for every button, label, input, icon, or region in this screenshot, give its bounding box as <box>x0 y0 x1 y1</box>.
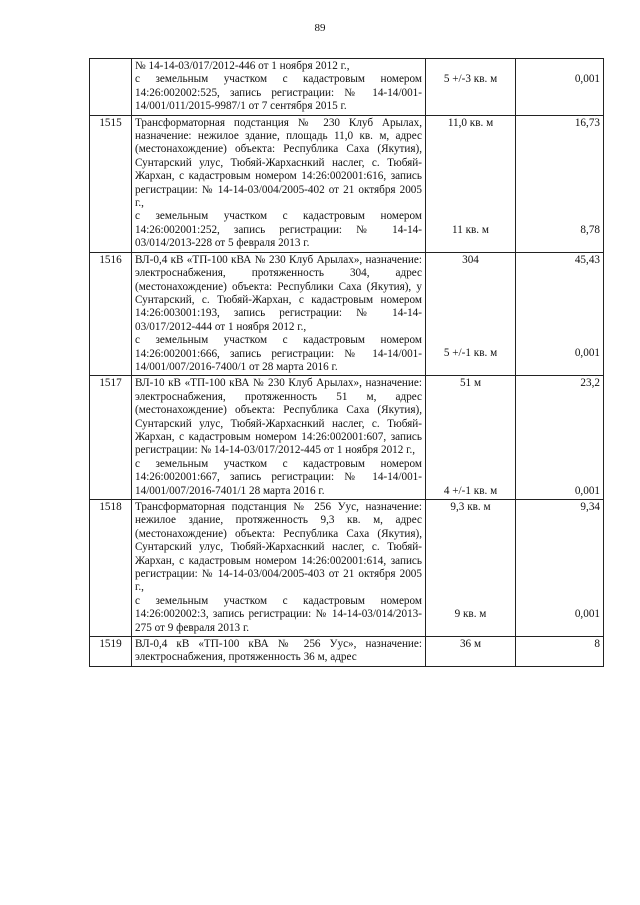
area-main: 36 м <box>459 638 482 651</box>
description-land-plot: с земельным участком с кадастровым номером 14:26:002001:667, запись регистрации: № 14-14/001-14/001/007/2016-7401/1 28 марта 2016 г. <box>135 457 422 497</box>
value-land-plot: 0,001 <box>574 608 600 621</box>
description-land-plot: с земельным участком с кадастровым номером 14:26:002002:3, запись регистрации: № 14-14-03/014/2013-275 от 9 февраля 2013 г. <box>135 594 422 634</box>
table-row <box>90 115 604 252</box>
property-description <box>132 637 426 667</box>
property-description <box>132 500 426 637</box>
property-description <box>132 115 426 252</box>
value-land-plot: 8,78 <box>580 223 600 236</box>
area-land-plot: 5 +/-3 кв. м <box>443 73 498 86</box>
table-row <box>90 376 604 500</box>
area-main: 11,0 кв. м <box>447 116 494 129</box>
value-main: 8 <box>594 638 600 651</box>
value-main: 16,73 <box>574 116 600 129</box>
value-main: 23,2 <box>580 377 600 390</box>
property-area <box>426 500 516 637</box>
property-description <box>132 376 426 500</box>
area-land-plot: 4 +/-1 кв. м <box>443 484 498 497</box>
table-row <box>90 59 604 116</box>
row-number: 1519 <box>90 637 132 667</box>
description-main: ВЛ-0,4 кВ «ТП-100 кВА № 256 Уус», назначение: электроснабжения, протяженность 36 м, адрес <box>135 638 422 664</box>
area-land-plot: 9 кв. м <box>454 608 487 621</box>
property-value <box>516 59 604 116</box>
table-row <box>90 252 604 376</box>
property-value <box>516 115 604 252</box>
table-row <box>90 500 604 637</box>
description-main: № 14-14-03/017/2012-446 от 1 ноября 2012 г., <box>135 60 350 72</box>
table-row <box>90 637 604 667</box>
property-area <box>426 252 516 376</box>
area-land-plot: 5 +/-1 кв. м <box>443 347 498 360</box>
property-description <box>132 59 426 116</box>
value-main: 45,43 <box>574 253 600 266</box>
property-value <box>516 500 604 637</box>
property-area <box>426 637 516 667</box>
property-value <box>516 376 604 500</box>
property-description <box>132 252 426 376</box>
description-main: ВЛ-0,4 кВ «ТП-100 кВА № 230 Клуб Арылах», назначение: электроснабжения, протяженность 304, адрес (местонахождение) объекта: Республики Саха (Якутия), у Сунтарский, с. Тюбяй-Жархан, с кадастровым номером 14:26:003001:193, запись регистрации: № 14-14-03/017/2012-444 от 1 ноября 2012 г., <box>135 253 422 333</box>
value-main <box>519 60 600 73</box>
value-land-plot: 0,001 <box>574 484 600 497</box>
row-number: 1515 <box>90 115 132 252</box>
page-number: 89 <box>314 22 326 34</box>
property-value <box>516 637 604 667</box>
description-land-plot: с земельным участком с кадастровым номером 14:26:002002:525, запись регистрации: № 14-14/001-14/001/011/2015-9987/1 от 7 сентября 2015 г. <box>135 73 422 113</box>
property-area <box>426 376 516 500</box>
row-number <box>90 59 132 116</box>
area-main: 9,3 кв. м <box>450 501 491 513</box>
area-main <box>429 60 512 73</box>
property-registry-table <box>89 58 604 667</box>
row-number: 1518 <box>90 500 132 637</box>
description-main: ВЛ-10 кВ «ТП-100 кВА № 230 Клуб Арылах», назначение: электроснабжения, протяженность 51 м, адрес (местонахождение) объекта: Республика Саха (Якутия), Сунтарский улус, Тюбяй-Жархаснкий наслег, с. Тюбяй-Жархан, с кадастровым номером 14:26:002001:607, запись регистрации: № 14-14-03/017/2012-445 от 1 ноября 2012 г., <box>135 377 422 457</box>
value-main: 9,34 <box>580 501 600 513</box>
value-land-plot: 0,001 <box>574 347 600 360</box>
row-number: 1516 <box>90 252 132 376</box>
value-land-plot: 0,001 <box>574 73 600 86</box>
property-area <box>426 59 516 116</box>
description-main: Трансформаторная подстанция № 256 Уус, назначение: нежилое здание, протяженность 9,3 кв. м, адрес (местонахождение) объекта: Республика Саха (Якутия), Сунтарский улус, Тюбяй-Жархаснкий наслег, с. Тюбяй-Жархан, с кадастровым номером 14:26:002001:614, запись регистрации: № 14-14-03/004/2005-403 от 21 октября 2005 г., <box>135 501 422 594</box>
area-land-plot: 11 кв. м <box>452 223 489 236</box>
area-main: 304 <box>462 253 479 266</box>
description-land-plot: с земельным участком с кадастровым номером 14:26:002001:666, запись регистрации: № 14-14/001-14/001/007/2016-7400/1 от 28 марта 2016 г. <box>135 334 422 373</box>
property-value <box>516 252 604 376</box>
row-number: 1517 <box>90 376 132 500</box>
description-land-plot: с земельным участком с кадастровым номером 14:26:002001:252, запись регистрации: № 14-14-03/014/2013-228 от 5 февраля 2013 г. <box>135 210 422 250</box>
area-main: 51 м <box>459 377 482 390</box>
property-area <box>426 115 516 252</box>
description-main: Трансформаторная подстанция № 230 Клуб Арылах, назначение: нежилое здание, площадь 11,0 кв. м, адрес (местонахождение) объекта: Республика Саха (Якутия), Сунтарский улус, Тюбяй-Жархаснкий наслег, с. Тюбяй-Жархан, с кадастровым номером 14:26:002001:616, запись регистрации: № 14-14-03/004/2005-402 от 21 октября 2005 г., <box>135 116 422 210</box>
